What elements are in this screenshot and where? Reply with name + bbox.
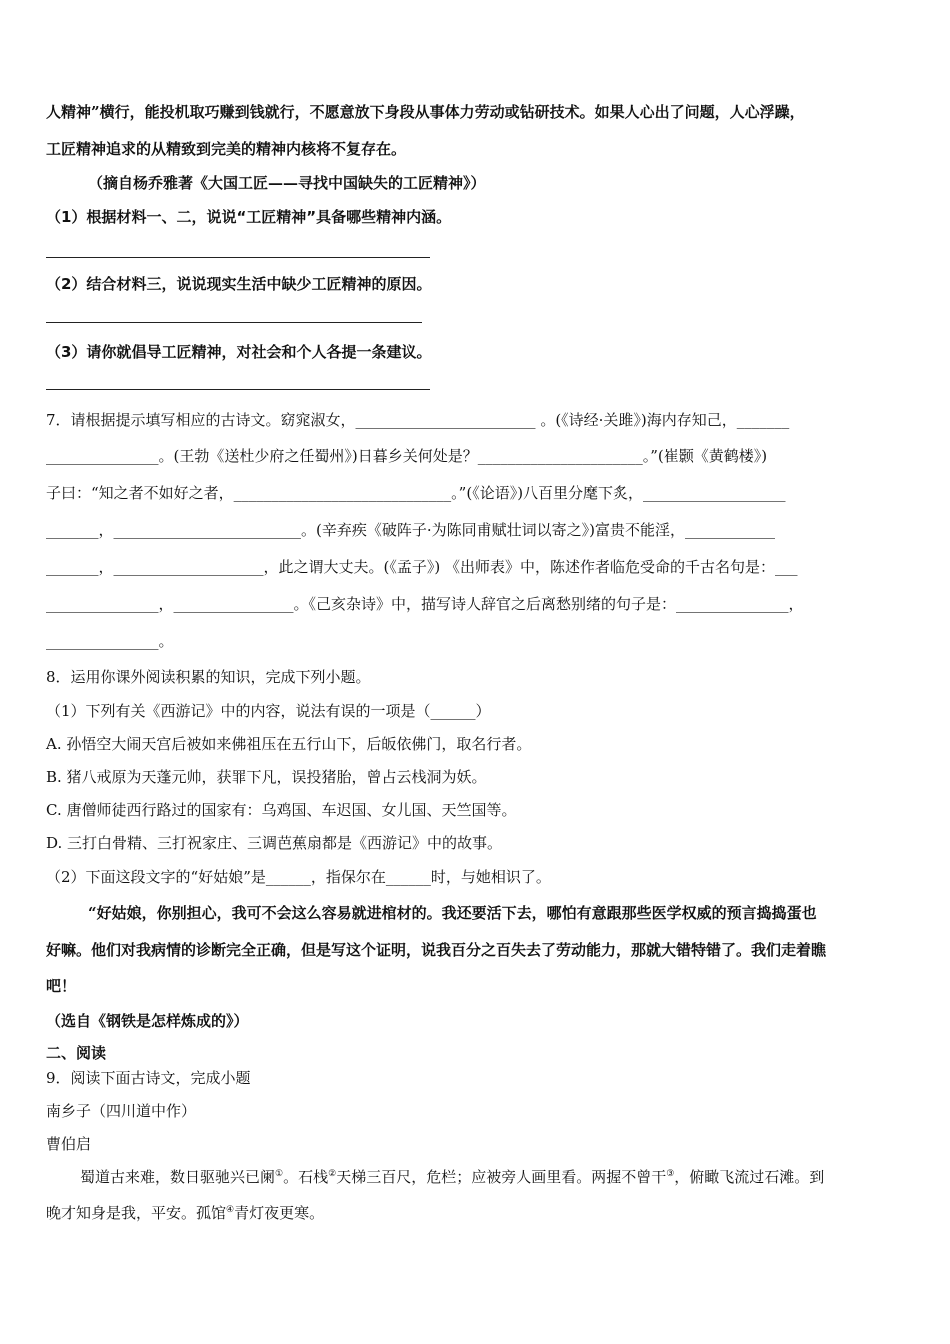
q7-line-7: _______________。 [46,632,174,650]
footnote-1: ① [275,1169,284,1179]
q7-line-3: 子曰：“知之者不如好之者，_____________________________。”(《论语》)八百里分麾下炙，___________________ [46,484,786,502]
q8-option-d: D. 三打白骨精、三打祝家庄、三调芭蕉扇都是《西游记》中的故事。 [46,834,503,852]
q9-stem: 9．阅读下面古诗文，完成小题 [46,1069,251,1087]
q7-line-2: _______________。(王勃《送杜少府之任蜀州》)日暮乡关何处是？______________________。”(崔颢《黄鹤楼》) [46,447,768,465]
q8-quote-source: （选自《钢铁是怎样炼成的》） [46,1012,249,1030]
passage-line-1: 人精神”横行，能投机取巧赚到钱就行，不愿意放下身段从事体力劳动或钻研技术。如果人心出了问题，人心浮躁， [46,103,805,121]
q6-sub2: （2）结合材料三，说说现实生活中缺少工匠精神的原因。 [46,275,432,293]
q8-sub2: （2）下面这段文字的“好姑娘”是______，指保尔在______时，与她相识了。 [46,868,551,886]
q8-option-b: B. 猪八戒原为天蓬元帅，获罪下凡，误投猪胎，曾占云栈洞为妖。 [46,768,487,786]
q8-quote-line-1: “好姑娘，你别担心，我可不会这么容易就进棺材的。我还要活下去，哪怕有意跟那些医学权威的预言捣捣蛋也 [88,904,817,922]
poem-line-2: 晚才知身是我，平安。孤馆④青灯夜更寒。 [46,1204,325,1222]
q6-sub3: （3）请你就倡导工匠精神，对社会和个人各提一条建议。 [46,343,432,361]
footnote-3: ③ [666,1169,675,1179]
q8-option-a: A. 孙悟空大闹天宫后被如来佛祖压在五行山下，后皈依佛门，取名行者。 [46,735,532,753]
q8-option-c: C. 唐僧师徒西行路过的国家有：乌鸡国、车迟国、女儿国、天竺国等。 [46,801,517,819]
q8-quote-line-3: 吧！ [46,977,77,995]
section-heading: 二、阅读 [46,1044,107,1062]
q8-sub1: （1）下列有关《西游记》中的内容，说法有误的一项是（______） [46,702,491,720]
q6-answer-line-1[interactable] [46,257,430,258]
q7-line-4: _______，_________________________。(辛弃疾《破阵子·为陈同甫赋壮词以寄之》)富贵不能淫，____________ [46,521,775,539]
footnote-2: ② [328,1169,337,1179]
passage-line-2: 工匠精神追求的从精致到完美的精神内核将不复存在。 [46,140,407,158]
poem-line-1: 蜀道古来难，数日驱驰兴已阑①。石栈②天梯三百尺，危栏；应被旁人画里看。两握不曾干③，俯瞰飞流过石滩。到 [80,1168,825,1186]
q8-stem: 8．运用你课外阅读积累的知识，完成下列小题。 [46,668,371,686]
q7-line-1: 7．请根据提示填写相应的古诗文。窈窕淑女，________________________ 。(《诗经·关雎》)海内存知己，_______ [46,411,790,429]
q7-line-5: _______，____________________，此之谓大丈夫。(《孟子》) 《出师表》中，陈述作者临危受命的千古名句是：___ [46,558,798,576]
poem-author: 曹伯启 [46,1135,92,1153]
passage-source: （摘自杨乔雅著《大国工匠——寻找中国缺失的工匠精神》） [88,174,486,192]
poem-title: 南乡子（四川道中作） [46,1102,197,1120]
q6-answer-line-3[interactable] [46,389,430,390]
q6-sub1: （1）根据材料一、二，说说“工匠精神”具备哪些精神内涵。 [46,208,452,226]
footnote-4: ④ [226,1205,235,1215]
q6-answer-line-2[interactable] [46,322,422,323]
q8-quote-line-2: 好嘛。他们对我病情的诊断完全正确，但是写这个证明，说我百分之百失去了劳动能力，那就大错特错了。我们走着瞧 [46,941,827,959]
q7-line-6: _______________，________________。《己亥杂诗》中，描写诗人辞官之后离愁别绪的句子是：_______________， [46,595,804,613]
